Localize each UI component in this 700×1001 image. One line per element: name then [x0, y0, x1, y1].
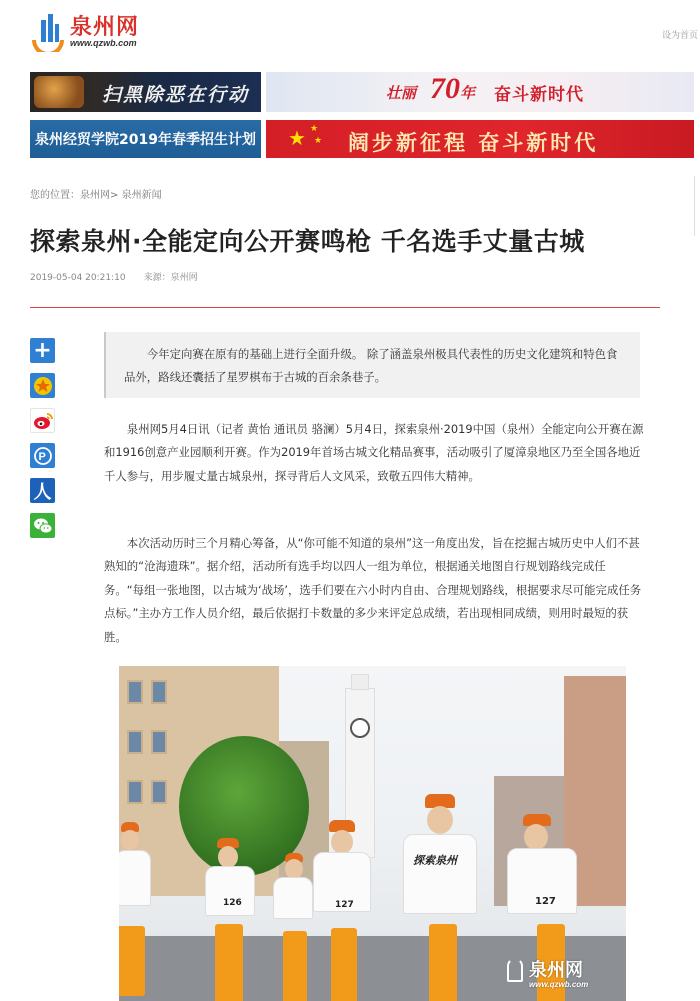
bib-number: 127	[335, 900, 354, 910]
renren-icon: 人	[33, 481, 52, 503]
svg-text:P: P	[38, 450, 46, 463]
scrollbar[interactable]	[694, 176, 700, 236]
breadcrumb-separator: >	[110, 190, 119, 201]
share-renren-button[interactable]	[30, 478, 55, 503]
set-homepage-link[interactable]: 设为首页	[661, 31, 698, 41]
article-paragraph: 泉州网5月4日讯（记者 黄怡 通讯员 骆澜）5月4日，探索泉州·2019中国（泉州）全能定向公开赛在源和1916创意产业园顺利开赛。作为2019年首场古城文化精品赛事，活动吸引了厦漳泉地区乃至全国各地近千人参与，用步履丈量古城泉州，探寻背后人文风采，致敬五四伟大精神。	[104, 422, 644, 483]
banner-text: 阔步新征程 奋斗新时代	[348, 130, 599, 155]
share-more-button[interactable]	[30, 338, 55, 363]
article-title: 探索泉州·全能定向公开赛鸣枪 千名选手丈量古城	[30, 227, 585, 256]
banner-text: 扫黑除恶在行动	[102, 84, 250, 106]
banner-food-image	[34, 76, 84, 108]
favorite-star-icon	[33, 376, 53, 396]
banner-new-journey[interactable]	[266, 120, 694, 158]
banner-text: 奋斗新时代	[494, 85, 584, 105]
title-divider	[30, 307, 660, 308]
bib-number: 127	[535, 896, 556, 907]
small-star-icon: ★	[310, 124, 319, 134]
article-lead: 今年定向赛在原有的基础上进行全面升级。 除了涵盖泉州极具代表性的历史文化建筑和特色食品外，路线还囊括了星罗棋布于古城的百余条巷子。	[104, 332, 640, 398]
watermark-logo-icon	[507, 958, 523, 982]
flag-star-icon: ★	[288, 126, 306, 150]
photo-watermark: 泉州网 www.qzwb.com	[529, 960, 589, 989]
article-photo	[119, 666, 626, 1001]
breadcrumb-prefix: 您的位置：	[30, 190, 80, 201]
logo-url: www.qzwb.com	[70, 38, 137, 48]
shirt-text: 探索泉州	[413, 854, 457, 867]
breadcrumb-news-link[interactable]: 泉州新闻	[121, 190, 162, 201]
banner-70-years[interactable]	[266, 72, 694, 112]
logo-name: 泉州网	[70, 14, 140, 40]
banner-number: 70年	[430, 72, 476, 105]
share-wechat-button[interactable]	[30, 513, 55, 538]
clock-icon	[350, 718, 370, 738]
article-source: 来源：泉州网	[143, 273, 198, 283]
share-weibo-button[interactable]	[30, 408, 55, 433]
share-favorite-button[interactable]	[30, 373, 55, 398]
article-paragraph: 本次活动历时三个月精心筹备，从“你可能不知道的泉州”这一角度出发，旨在挖掘古城历史中人们不甚熟知的“沧海遗珠”。据介绍，活动所有选手均以四人一组为单位，根据通关地图自行规划路线完成任务。“每组一张地图，以古城为‘战场’，选手们要在六小时内自由、合理规划路线，根据要求尽可能完成任务点标。”主办方工作人员介绍，最后依据打卡数量的多少来评定总成绩，若出现相同成绩，则用时最短的获胜。	[104, 536, 642, 644]
small-star-icon: ★	[314, 136, 323, 146]
banner-college-enrollment[interactable]	[30, 120, 261, 158]
weibo-icon	[32, 411, 54, 431]
bib-number: 126	[223, 898, 242, 908]
banner-anti-crime[interactable]	[30, 72, 261, 112]
site-logo[interactable]	[30, 8, 160, 54]
plus-icon: +	[33, 338, 52, 363]
article-datetime: 2019-05-04 20:21:10	[30, 273, 126, 283]
breadcrumb-home-link[interactable]: 泉州网	[80, 190, 110, 201]
banner-text: 泉州经贸学院2019年春季招生计划	[35, 132, 256, 148]
wechat-icon	[32, 516, 54, 536]
city-logo-icon	[30, 10, 66, 52]
share-tencent-button[interactable]	[30, 443, 55, 468]
tencent-p-icon	[33, 446, 53, 466]
banner-prefix: 壮丽	[386, 84, 417, 102]
breadcrumb	[30, 186, 162, 201]
article-meta	[30, 270, 198, 283]
